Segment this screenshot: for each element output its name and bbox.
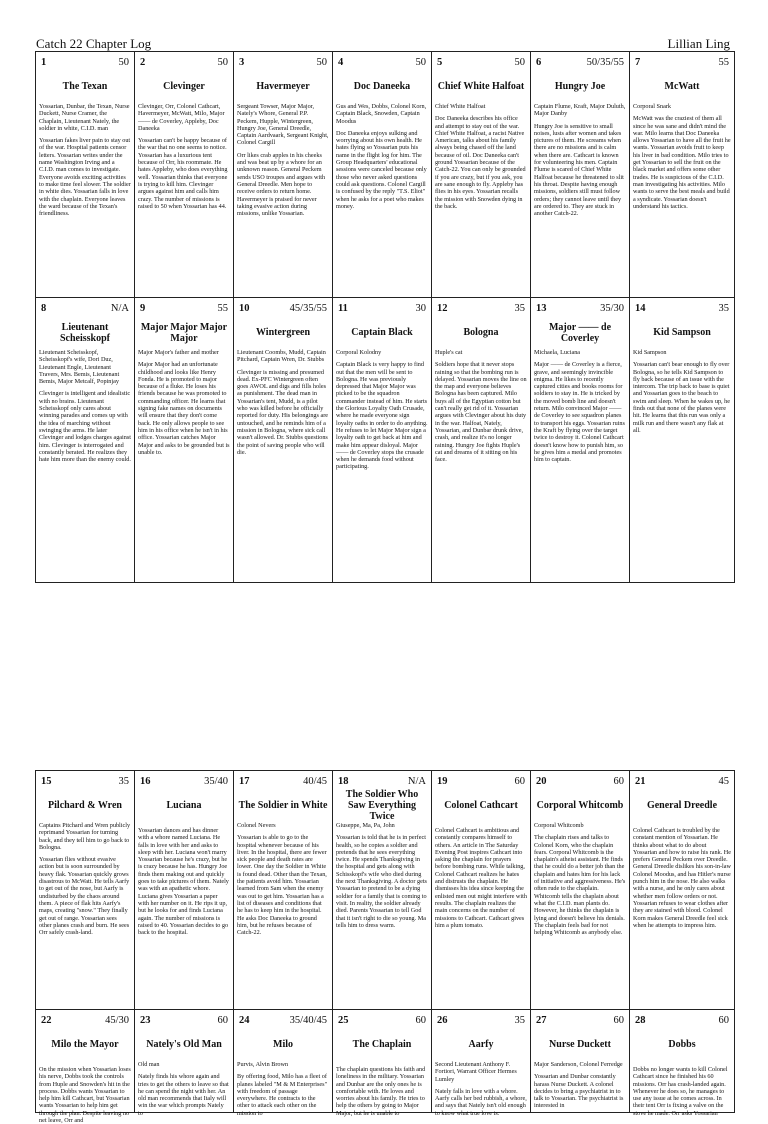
chapter-cell [333,298,432,583]
chapter-summary: Yossarian is able to go to the hospital whenever because of his liver. In the hospital, there are fewer sick people and death rates are lower. One day the Soldier in White is found dead. Other than the Texan, the patients avoid him. Yossarian learned from Sam when the enemy was out to get him. Yossarian has a list of diseases and conditions that he has to keep him in the hospital. He asks Doc Daneeka to ground him, but he refuses because of Catch-22. [237,834,327,937]
chapter-summary: The chaplain questions his faith and loneliness in the military. Yossarian and Dunbar are the only ones he is comfortable with. He loves and worries about his family. He tries to help the others by going to Major Major, but he is unable to [336,1066,426,1117]
chapter-pages: 45 [718,776,729,787]
chapter-number: 21 [635,776,646,787]
chapter-cell [234,771,333,1010]
chapter-summary: Dobbs no longer wants to kill Colonel Cathcart since he finished his 60 missions. Orr has crash-landed again. Whenever he does so, he manages to use any issue at he comes across. In their tent Orr is fixing a valve on the stove he made. Orr asks Yossarian [633,1066,728,1117]
chapter-title: Milo [273,1039,293,1050]
chapter-body [630,100,734,297]
chapter-number-bar [432,771,530,792]
chapter-summary: Major —— de Coverley is a fierce, grave, and seemingly invincible enigma. He likes to recently captured cities and books rooms for soldiers to stay in. He is tricked by the moved bomb line and doesn't return. Milo convinced Major —— de Coverley to see squadron planes to transport his eggs. Yossarian ruins the Kraft by flying over the target twice to destroy it. Colonel Cathcart doesn't know how to punish him, so he gives him a medal and promotes him to captain. [534,361,625,464]
chapter-body [135,100,233,297]
chapter-cell [432,1010,531,1117]
chapter-cell [36,52,135,298]
chapter-number: 23 [140,1015,151,1026]
chapter-number: 5 [437,57,443,68]
author-name: Lillian Ling [667,36,730,51]
chapter-number-bar [36,771,134,792]
chapter-body [135,819,233,1009]
chapter-pages: 55 [217,303,228,314]
chapter-number: 14 [635,303,646,314]
chapter-summary: Colonel Cathcart is troubled by the constant mention of Yossarian. He thinks about what to do about Yossarian and how to raise his rank. He prefers General Peckem over Dreedle. General Dreedle dislikes his son-in-law Colonel Moodus, and has Hitler's nurse punch him in the nose. He also walks with a nurse, and he only cares about whether men follow orders or not. Yossarian refuses to wear clothes after they are stained with blood. Colonel Korn makes General Dreedle feel sick when he attempts to impress him. [633,827,732,929]
chapter-summary: Orr likes crab apples in his cheeks and was beat up by a whore for an unknown reason. General Peckem sends USO troupes and argues with General Dreedle. Men hope to receive orders to return home. Havermeyer is praised for never taking evasive action during missions, unlike Yossarian. [237,151,326,218]
chapter-pages: 40/45 [303,776,327,787]
chapter-cell [333,52,432,298]
chapter-table-top [35,51,735,583]
chapter-number: 22 [41,1015,52,1026]
chapter-number: 26 [437,1015,448,1026]
chapter-summary: On the mission when Yossarian loses his nerve, Dobbs took the controls from Huple and Snowden's hit in the process. Dobbs wants Yossarian to help him kill Cathcart, but Yossarian wants Yossarian to help him get through the plan. Despite leaving no net leave, Orr and [39,1066,131,1124]
chapter-title: Corporal Whitcomb [536,800,624,811]
document-title: Catch 22 Chapter Log [36,36,152,51]
chapter-title: McWatt [664,81,700,92]
chapter-number-bar [135,1010,233,1031]
chapter-title: Clevinger [163,81,205,92]
chapter-pages: 35 [118,776,129,787]
chapter-number: 28 [635,1015,646,1026]
chapter-pages: 50 [514,57,525,68]
chapter-number: 13 [536,303,547,314]
chapter-cell [135,298,234,583]
chapter-number-bar [135,298,233,319]
chapter-body [630,346,734,582]
chapter-cell [432,52,531,298]
chapter-number-bar [234,1010,332,1031]
chapter-body [36,819,134,1009]
chapter-number-bar [234,298,332,319]
chapter-number-bar [333,1010,431,1031]
chapter-cell [234,1010,333,1117]
chapter-body [36,346,134,582]
chapter-characters: Captains Pitchard and Wren publicly reprimand Yossarian for turning back, and they tell him to go back to Bologna. [39,822,131,851]
chapter-number-bar [36,52,134,73]
chapter-characters: Sergeant Towser, Major Major, Nately's Whore, General P.P. Peckem, Hupple, Wintergreen, Hungry Joe, General Dreedle, Captain Aardvaark, Sergeant Knight, Colonel Cargill [237,103,329,147]
chapter-characters: Corporal Snark [633,103,671,110]
chapter-cell [135,52,234,298]
chapter-summary: Yossarian can't bear enough to fly over Bologna, so he tells Kid Sampson to fly back because of an issue with the intercom. The trip back to base is quiet and Yossarian goes to the beach to swim and sleep. When he wakes up, he finds out that none of the planes were hit. He learns that this run was only a milk run and there wasn't any flak at all. [633,361,730,434]
chapter-number: 8 [41,303,47,314]
chapter-number: 11 [338,303,348,314]
chapter-body [432,346,530,582]
chapter-summary: Yossarian flies without evasive action but is soon surrounded by heavy flak. Yossarian quickly grows disastrous to McWatt. He tells Aarfy to get out of the nose, but Aarfy is undisturbed by the chaos around them. A piece of flak hits Aarfy's maps, creating "snow." They finally get out of range. Yossarian sees other planes crash and burn. He sees Orr safely crash-land. [39,856,130,937]
chapter-number-bar [432,1010,530,1031]
chapter-title: The Chaplain [352,1039,412,1050]
chapter-number: 15 [41,776,52,787]
chapter-pages: 50 [316,57,327,68]
chapter-characters: Yossarian, Dunbar, the Texan, Nurse Duckett, Nurse Cramer, the Chaplain, Lieutenant Nately, the soldier in white, C.I.D. man [39,103,130,132]
chapter-characters: Gus and Wes, Dobbs, Colonel Korn, Captain Black, Snowden, Captain Moodus [336,103,427,125]
chapter-number: 18 [338,776,349,787]
chapter-number: 4 [338,57,344,68]
chapter-summary: Yossarian is told that he is in perfect health, so he copies a soldier and pretends that he sees everything twice. He spends Thanksgiving in the hospital and gets along with Schisskopf's wife who died during the next Thanksgiving. A doctor gets Yossarian to pretend to be a dying soldier for a family that is coming to visit. In reality, the soldier already died. Parents Yossarian to tell God that it isn't right to die so young. Ma tells him to dress warm. [336,834,427,929]
chapter-title: The Soldier Who Saw Everything Twice [345,789,419,822]
chapter-title: Bologna [463,327,499,338]
chapter-row [36,1010,735,1124]
chapter-summary: Doc Daneeka enjoys sulking and worrying about his own health. He hates flying so Yossarian puts his name in the flight log for him. The Group Headquarters' educational sessions were canceled because only those who never asked questions could ask questions. Colonel Cargill is confused by the reply "T.S. Eliot" when he asks for a poet who makes money. [336,129,427,210]
chapter-pages: N/A [110,303,129,314]
chapter-characters: Corporal Kolodny [336,349,382,356]
chapter-body [333,1058,431,1117]
chapter-body [36,1058,134,1124]
chapter-body [531,346,629,582]
chapter-body [531,1058,629,1112]
chapter-number-bar [531,298,629,319]
chapter-number: 16 [140,776,151,787]
chapter-body [333,346,431,582]
chapter-cell [432,771,531,1010]
chapter-cell [234,298,333,583]
chapter-number-bar [630,52,734,73]
chapter-characters: Huple's cat [435,349,463,356]
chapter-pages: 50 [118,57,129,68]
chapter-number-bar [432,52,530,73]
chapter-characters: Lieutenant Scheisskopf, Scheisskopf's wife, Dori Duz, Lieutenant Engle, Lieutenant Travers, Mrs. Bemis, Lieutenant Bemis, Major Metcalf, Popinjay [39,349,120,386]
chapter-table-bottom [35,770,735,1124]
chapter-number: 7 [635,57,641,68]
chapter-cell [630,298,735,583]
chapter-number-bar [630,1010,734,1031]
chapter-body [432,100,530,297]
chapter-pages: 35 [718,303,729,314]
chapter-characters: Captain Flume, Kraft, Major Duluth, Major Danby [534,103,626,118]
chapter-title: Kid Sampson [653,327,711,338]
chapter-pages: 60 [514,776,525,787]
chapter-body [333,819,431,1009]
chapter-pages: 30 [415,303,426,314]
chapter-number: 2 [140,57,146,68]
chapter-cell [531,298,630,583]
chapter-number: 25 [338,1015,349,1026]
chapter-body [36,100,134,297]
chapter-number-bar [630,298,734,319]
chapter-number: 3 [239,57,245,68]
chapter-summary: Nately finds his whore again and tries to get the others to leave so that he can spend the night with her. An old man recommends that Italy will win the war which prompts Nately to [138,1073,229,1117]
chapter-summary: Doc Daneeka describes his office and attempt to stay out of the war. Chief White Halfoat, a racist Native American, talks about his family always being chased off the land because of oil. Doc Daneeka can't ground Yossarian because of the Catch-22. You can only be grounded if you are crazy, but if you ask, you are sane enough to fly. Appleby has flies in his eyes. Yossarian recalls the mission with Snowden dying in the back. [435,115,526,210]
chapter-summary: Yossarian dances and has dinner with a whore named Luciana. He falls in love with her and asks to sleep with her. Luciana won't marry Yossarian because he's crazy, but he is crazy because he has. Hungry Joe finds them making out and quickly goes to take pictures of them. Nately was with an apathetic whore. Luciana gives Yossarian a paper with her number on it. He rips it up, but he looks for and finds Luciana again. The number of missions is raised to 40. Yossarian decides to go back to the hospital. [138,827,229,937]
chapter-number: 12 [437,303,448,314]
chapter-characters: Second Lieutenant Anthony F. Fortiori, Warrant Officer Hermes Lumley [435,1061,517,1083]
chapter-row [36,771,735,1010]
chapter-body [234,346,332,582]
chapter-number-bar [432,298,530,319]
chapter-characters: Purvis, Alvin Brown [237,1061,289,1068]
chapter-characters: Kid Sampson [633,349,667,356]
chapter-number: 27 [536,1015,547,1026]
chapter-characters: Michaela, Luciana [534,349,581,356]
chapter-body [531,819,629,1009]
chapter-number: 24 [239,1015,250,1026]
chapter-summary: Yossarian can't be happy because of the war that no one seems to notice. Yossarian has a luxurious tent because of Orr, his roommate. He hates Appleby, who does everything well. Yossarian thinks that everyone is trying to kill him. Clevinger argues against him and calls him crazy. The number of missions is raised to 50 when Yossarian has 44. [138,137,228,210]
chapter-summary: By offering food, Milo has a fleet of planes labeled "M & M Enterprises" with freedom of passage everywhere. He contracts to the other to attack each other on the mission to [237,1073,328,1117]
chapter-number-bar [630,771,734,792]
chapter-body [234,819,332,1009]
chapter-pages: 50 [217,57,228,68]
chapter-characters: Major Major's father and mother [138,349,219,356]
chapter-title: Milo the Mayor [51,1039,119,1050]
chapter-summary: Nately falls in love with a whore. Aarfy calls her bed rubbish, a whore, and says that Nately isn't old enough to know what true love is. [435,1087,527,1117]
chapter-summary: Colonel Cathcart is ambitious and constantly compares himself to others. An article in The Saturday Evening Post inspires Cathcart into asking the chaplain for prayers before bombing runs. While talking, Colonel Cathcart realizes he hates and distrusts the chaplain. He dismisses his idea since keeping the enlisted men out might interfere with results. The chaplain realizes the main concerns on the number of missions to Cathcart. Cathcart gives him a plum tomato. [435,827,527,929]
chapter-cell [531,771,630,1010]
chapter-title: Nately's Old Man [146,1039,222,1050]
chapter-body [630,819,734,1009]
chapter-title: Major Major Major Major [140,321,228,344]
chapter-cell [531,52,630,298]
chapter-row [36,52,735,298]
chapter-cell [135,771,234,1010]
chapter-pages: 35/30 [600,303,624,314]
chapter-pages: 60 [613,776,624,787]
chapter-title: Colonel Cathcart [444,800,518,811]
chapter-number: 19 [437,776,448,787]
chapter-characters: Clevinger, Orr, Colonel Cathcart, Havermeyer, McWatt, Milo, Major —— de Coverley, Appleby, Doc Daneeka [138,103,225,132]
chapter-pages: 35/40 [204,776,228,787]
chapter-cell [333,771,432,1010]
chapter-number: 20 [536,776,547,787]
chapter-characters: Corporal Whitcomb [534,822,584,829]
chapter-number: 10 [239,303,250,314]
chapter-summary: Clevinger is missing and presumed dead. Ex-PFC Wintergreen often goes AWOL and digs and fills holes as punishment. The dead man in Yossarian's tent, Mudd, is a pilot who was killed before he officially reported for duty. His belongings are untouched, and he reminds him of a mission in Bologna, where sick call wasn't allowed. Dr. Stubbs questions the point of saving people who will die. [237,368,329,456]
chapter-characters: Old man [138,1061,160,1068]
chapter-cell [36,1010,135,1124]
chapter-pages: 35/40/45 [289,1015,327,1026]
chapter-title: Lieutenant Scheisskopf [59,321,110,344]
chapter-characters: Lieutenant Coombs, Mudd, Captain Pitchard, Captain Wren, Dr. Stubbs [237,349,326,364]
chapter-row [36,298,735,583]
chapter-number-bar [531,1010,629,1031]
chapter-body [432,819,530,1009]
chapter-summary: Yossarian and Dunbar constantly harass Nurse Duckett. A colonel decides to bring a psychiatrist in to talk to Yossarian. The psychiatrist is interested in [534,1073,624,1110]
chapter-pages: 60 [613,1015,624,1026]
chapter-cell [333,1010,432,1117]
chapter-pages: 35 [514,303,525,314]
chapter-title: Major —— de Coverley [548,321,612,344]
chapter-cell [36,771,135,1010]
chapter-summary: The chaplain rises and talks to Colonel Korn, who the chaplain fears. Corporal Whitcomb is the chaplain's atheist assistant. He finds that he could do a better job than the chaplain and hates him for his lack of initiative and aggressiveness. He's often rude to the chaplain. Whitcomb tells the chaplain about what the C.I.D. man plants do. However, he thinks the chaplain is lying and doesn't believe his denials. The chaplain feels bad for not helping Whitcomb as anybody else. [534,834,626,937]
chapter-body [135,346,233,582]
page-header [36,36,730,52]
chapter-title: Luciana [166,800,202,811]
chapter-pages: 45/30 [105,1015,129,1026]
chapter-title: General Dreedle [646,800,718,811]
chapter-title: Doc Daneeka [353,81,411,92]
chapter-title: Nurse Duckett [549,1039,611,1050]
chapter-title: Aarfy [468,1039,494,1050]
chapter-cell [36,298,135,583]
chapter-number-bar [234,771,332,792]
chapter-cell [234,52,333,298]
chapter-number-bar [36,1010,134,1031]
chapter-title: Havermeyer [256,81,310,92]
chapter-cell [630,1010,735,1117]
chapter-summary: Hungry Joe is sensitive to small noises, lusts after women and takes pictures of them. He screams when there are no missions and is calm when there are. Cathcart is known for volunteering his men. Captain Flume is scared of Chief White Halfoat because he threatened to slit his throat. Despite having enough missions, soldiers still must follow orders; they cannot leave until they are ordered to. They are stuck in another Catch-22. [534,122,624,218]
chapter-title: Hungry Joe [554,81,606,92]
chapter-body [432,1058,530,1117]
chapter-title: Pilchard & Wren [48,800,122,811]
chapter-body [135,1058,233,1117]
chapter-body [630,1058,734,1117]
chapter-summary: McWatt was the craziest of them all since he was sane and didn't mind the war. Milo learns that Doc Daneeka allows Yossarian to have all the fruit he wants. Yossarian avoids fruit to keep his liver in bad condition. Milo tries to get Yossarian to sell the fruit on the black market and offers some other trades. He is suspicious of the C.I.D. man investigating his activities. Milo wants to serve the best meals and build a syndicate. Yossarian doesn't understand his tactics. [633,115,731,210]
chapter-characters: Chief White Halfoat [435,103,486,110]
chapter-number: 17 [239,776,250,787]
chapter-cell [630,771,735,1010]
chapter-number-bar [531,52,629,73]
chapter-title: Chief White Halfoat [437,81,525,92]
chapter-characters: Giuseppe, Ma, Pa, John [336,822,395,829]
chapter-title: Wintergreen [255,327,311,338]
chapter-number-bar [531,771,629,792]
chapter-summary: Soldiers hope that it never stops raining so that the bombing run is delayed. Yossarian moves the line on the map and everyone believes Bologna has been captured. Milo buys all of the Egyptian cotton but can't really get rid of it. Yossarian argues with Clevinger about his duty in the war. Halfoat, Nately, Yossarian, and Dunbar drunk drive, crash, and realize it's no longer raining. Hungry Joe fights Huple's cat and dreams of it sitting on his face. [435,361,527,464]
chapter-cell [630,52,735,298]
chapter-summary: Yossarian fakes liver pain to stay out of the war. Hospital patients censor letters. Yossarian writes under the name Washington Irving and a C.I.D. man comes to investigate. Everyone avoids exciting activities to make time feel slower. The soldier in white dies. Yossarian falls in love with the chaplain. Everyone leaves the ward because of the Texan's friendliness. [39,137,131,218]
chapter-pages: 60 [718,1015,729,1026]
chapter-number-bar [36,298,134,319]
chapter-cell [432,298,531,583]
chapter-title: The Texan [62,81,108,92]
chapter-characters: Colonel Nevers [237,822,276,829]
chapter-title: Captain Black [351,327,413,338]
chapter-number-bar [135,52,233,73]
chapter-number-bar [135,771,233,792]
chapter-body [234,1058,332,1117]
chapter-cell [531,1010,630,1113]
chapter-number-bar [333,52,431,73]
chapter-pages: 60 [217,1015,228,1026]
chapter-number: 6 [536,57,542,68]
chapter-title: Dobbs [668,1039,696,1050]
chapter-body [234,100,332,297]
chapter-pages: 45/35/55 [289,303,327,314]
chapter-pages: 35 [514,1015,525,1026]
chapter-number: 1 [41,57,47,68]
chapter-body [531,100,629,297]
chapter-title: The Soldier in White [238,800,328,811]
chapter-pages: 55 [718,57,729,68]
chapter-cell [135,1010,234,1117]
chapter-pages: N/A [407,776,426,787]
chapter-summary: Captain Black is very happy to find out that the men will be sent to Bologna. He was previously depressed that Major Major was picked to be the squadron commander instead of him. He starts the Glorious Loyalty Oath Crusade, where he made everyone sign loyalty oaths in order to do anything. He refuses to let Major Major sign a loyalty oath to get back at him and make him appear disloyal. Major —— de Coverley stops the crusade when he demands food without participating. [336,361,428,471]
chapter-pages: 50/35/55 [586,57,624,68]
chapter-summary: Major Major had an unfortunate childhood and looks like Henry Fonda. He is promoted to major because of a fluke. He loses his friends because he was promoted to commanding officer. He learns that signing fake names on documents will ensure that they don't come back. He only allows people to see him in his office when he isn't in his office. Yossarian catches Major Major and asks to be grounded but is unable to. [138,361,230,456]
chapter-number-bar [234,52,332,73]
chapter-summary: Clevinger is intelligent and idealistic with no brains. Lieutenant Scheisskopf only cares about winning parades and comes up with the idea of marching without swinging the arms. He later Clevinger and lodges charges against him. Clevinger is interrogated and constantly berated. He realizes they hate him more than the enemy could. [39,390,131,464]
chapter-number-bar [333,298,431,319]
chapter-number: 9 [140,303,146,314]
chapter-pages: 60 [415,1015,426,1026]
chapter-pages: 50 [415,57,426,68]
chapter-body [333,100,431,297]
chapter-characters: Major Sanderson, Colonel Ferredge [534,1061,623,1068]
